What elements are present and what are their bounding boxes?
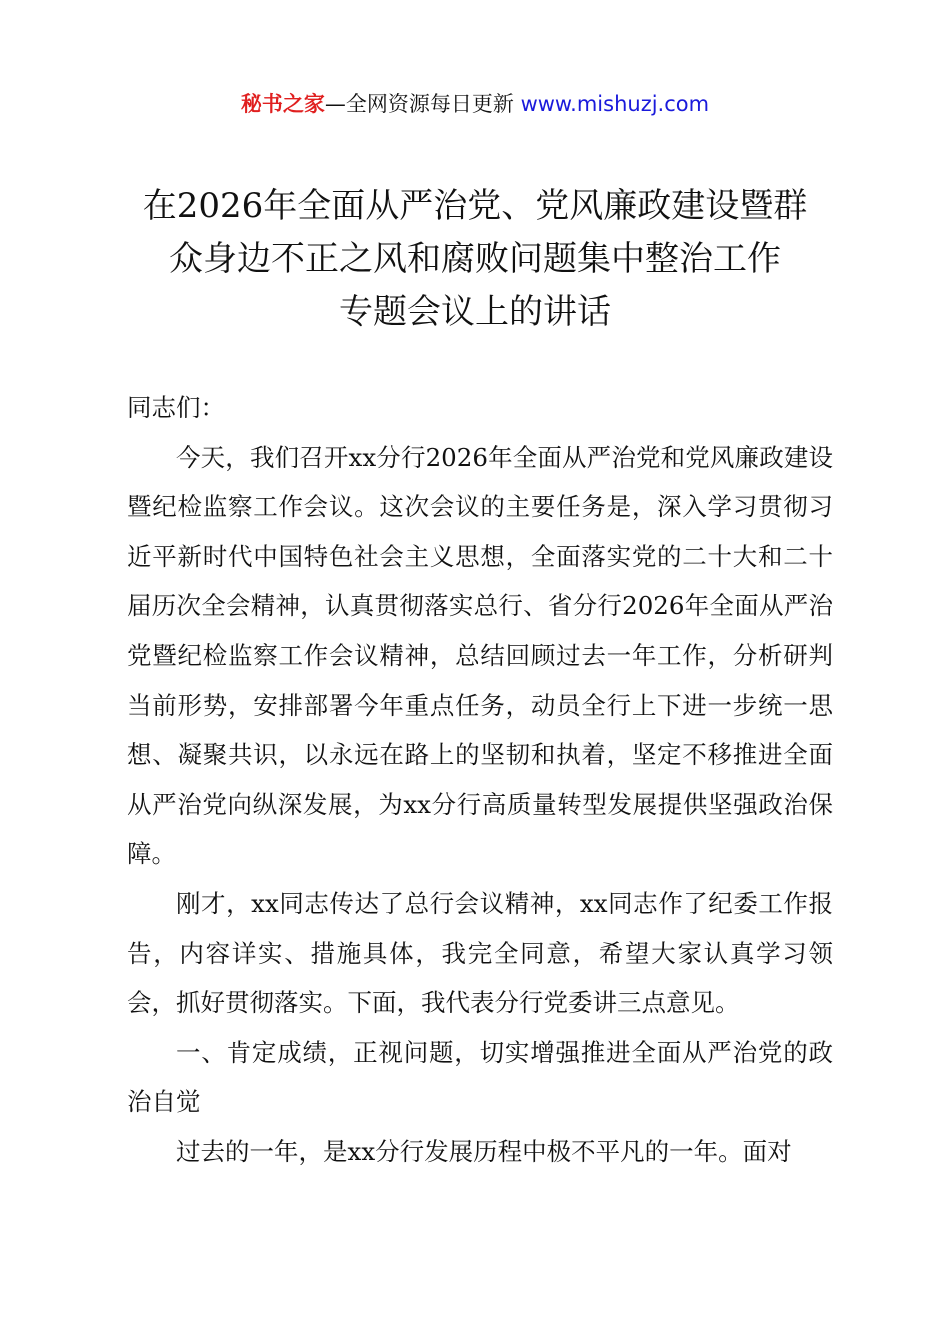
document-body [127,383,833,1177]
salutation: 同志们： [127,393,225,422]
brand-name: 秘书之家 [240,92,325,116]
title-line-3: 专题会议上的讲话 [339,292,611,332]
paragraph-opening: 今天，我们召开xx分行2026年全面从严治党和党风廉政建设暨纪检监察工作会议。这次会议的主要任务是，深入学习贯彻习近平新时代中国特色社会主义思想，全面落实党的二十大和二十届历次全会精神，认真贯彻落实总行、省分行2026年全面从严治党暨纪检监察工作会议精神，总结回顾过去一年工作，分析研判当前形势，安排部署今年重点任务，动员全行上下进一步统一思想、凝聚共识，以永远在路上的坚韧和执着，坚定不移推进全面从严治党向纵深发展，为xx分行高质量转型发展提供坚强政治保障。 [127,442,833,869]
title-line-1: 在2026年全面从严治党、党风廉政建设暨群 [142,186,808,226]
paragraph-reports: 刚才，xx同志传达了总行会议精神，xx同志作了纪委工作报告，内容详实、措施具体，我完全同意，希望大家认真学习领会，抓好贯彻落实。下面，我代表分行党委讲三点意见。 [127,888,833,1018]
site-url-link[interactable]: www.mishuzj.com [520,92,710,116]
document-title [100,180,850,339]
section-heading-1: 一、肯定成绩，正视问题，切实增强推进全面从严治党的政治自觉 [127,1037,833,1117]
header-slogan: —全网资源每日更新 [324,92,521,116]
title-line-2: 众身边不正之风和腐败问题集中整治工作 [169,239,781,279]
site-header [0,88,950,120]
paragraph-past-year: 过去的一年，是xx分行发展历程中极不平凡的一年。面对 [176,1136,792,1166]
